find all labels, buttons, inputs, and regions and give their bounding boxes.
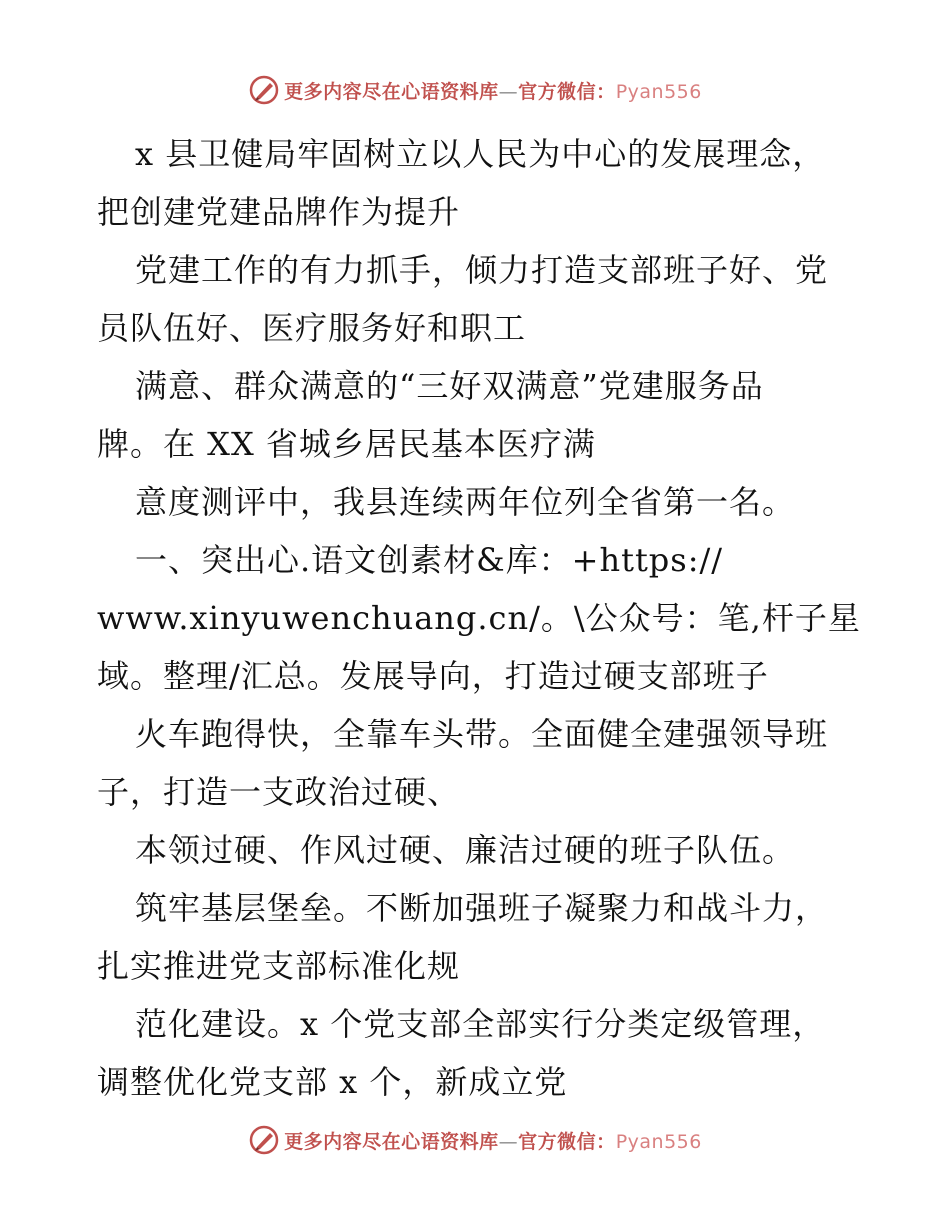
footer-watermark	[0, 1122, 950, 1158]
pen-logo-icon	[248, 1124, 280, 1156]
text-line: x 县卫健局牢固树立以人民为中心的发展理念，	[135, 135, 826, 173]
watermark-label: 官方微信：	[518, 1130, 616, 1153]
text-line: 党建工作的有力抓手，倾力打造支部班子好、党	[135, 251, 829, 289]
document-body	[97, 125, 877, 1111]
text-line: 子，打造一支政治过硬、	[97, 773, 461, 811]
text-line: 满意、群众满意的“三好双满意”党建服务品	[135, 367, 764, 405]
watermark-id: Pyan556	[615, 80, 702, 103]
text-line: 火车跑得快，全靠车头带。全面健全建强领导班	[135, 715, 829, 753]
header-watermark	[0, 72, 950, 108]
pen-logo-icon	[248, 74, 280, 106]
text-line: www.xinyuwenchuang.cn/。\公众号：笔,杆子星	[97, 599, 861, 637]
text-line: 把创建党建品牌作为提升	[97, 193, 461, 231]
text-line: 扎实推进党支部标准化规	[97, 947, 461, 985]
text-line: 牌。在 XX 省城乡居民基本医疗满	[97, 425, 596, 463]
text-line: 调整优化党支部 x 个，新成立党	[97, 1063, 568, 1101]
text-line: 域。整理/汇总。发展导向，打造过硬支部班子	[97, 657, 769, 695]
watermark-dash: —	[498, 80, 519, 103]
watermark-dash: —	[498, 1130, 519, 1153]
watermark-label: 官方微信：	[518, 80, 616, 103]
text-line: 本领过硬、作风过硬、廉洁过硬的班子队伍。	[135, 831, 796, 869]
watermark-id: Pyan556	[615, 1130, 702, 1153]
text-line: 筑牢基层堡垒。不断加强班子凝聚力和战斗力，	[135, 889, 829, 927]
text-line: 员队伍好、医疗服务好和职工	[97, 309, 527, 347]
text-line: 意度测评中，我县连续两年位列全省第一名。	[135, 483, 796, 521]
text-line: 范化建设。x 个党支部全部实行分类定级管理，	[135, 1005, 826, 1043]
watermark-main-text: 更多内容尽在心语资料库	[284, 80, 499, 103]
watermark-main-text: 更多内容尽在心语资料库	[284, 1130, 499, 1153]
text-line: 一、突出心.语文创素材&库：+https://	[135, 541, 724, 579]
